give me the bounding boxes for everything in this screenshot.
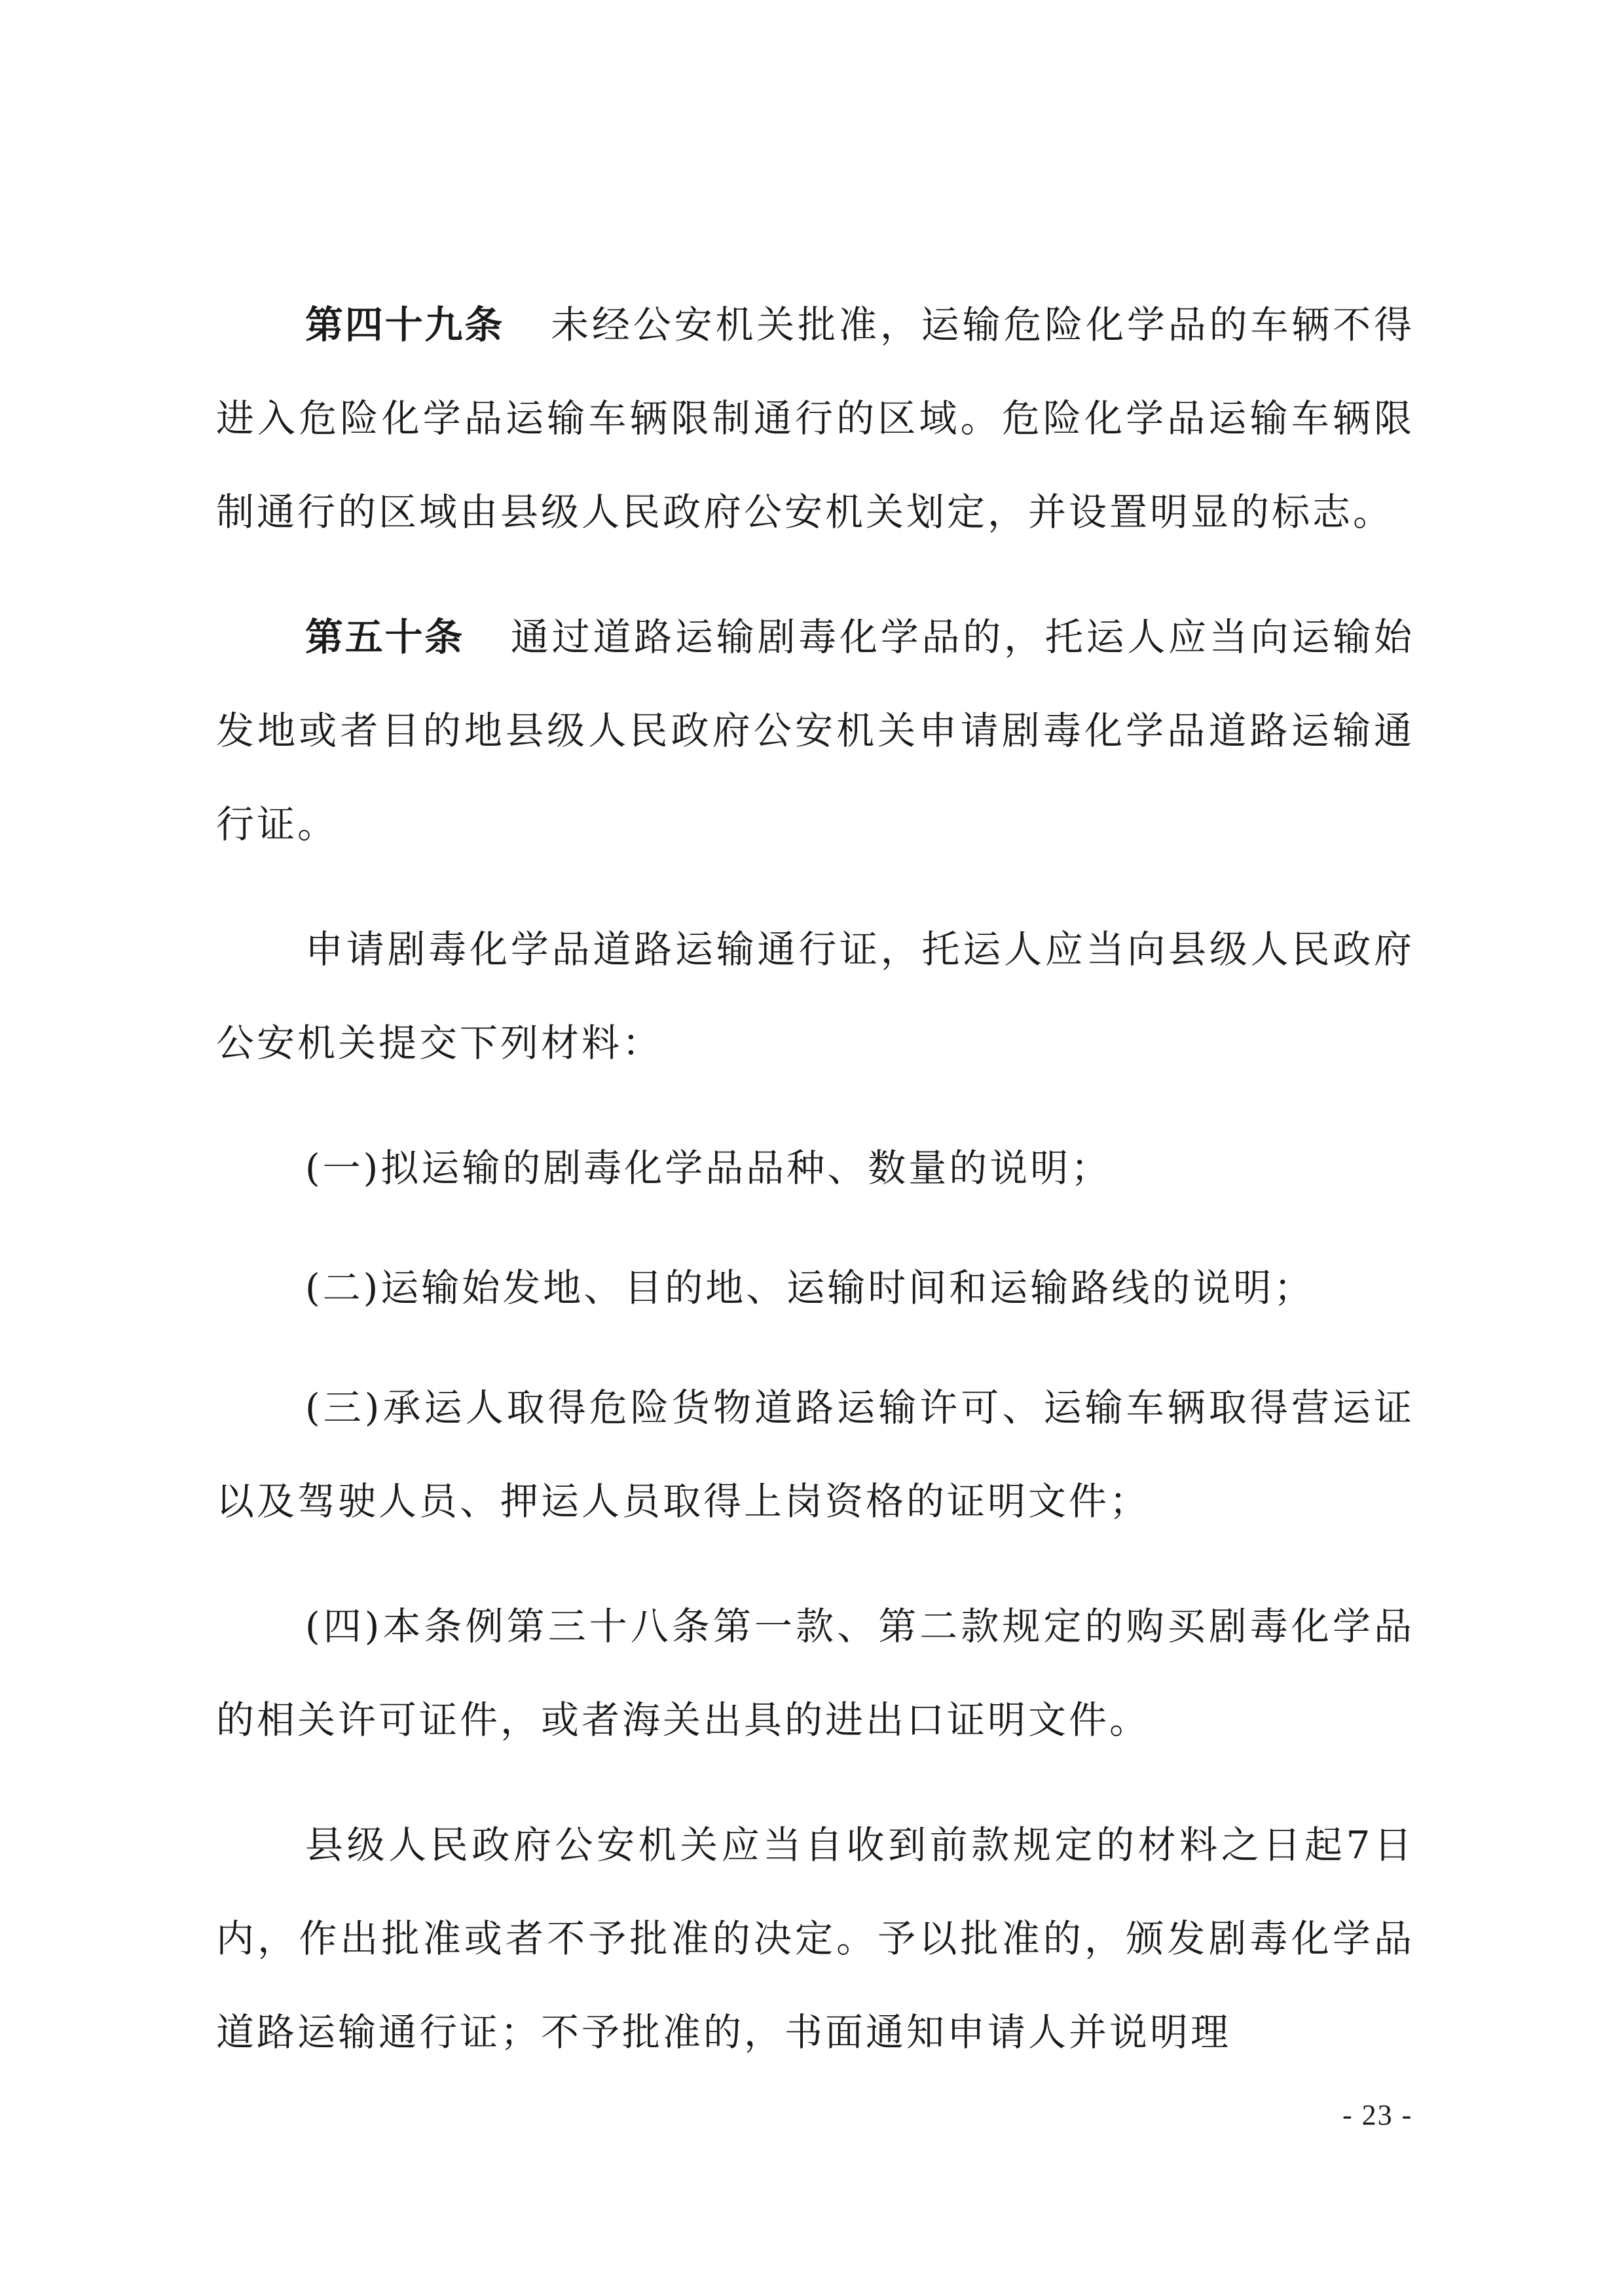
article-50-application-paragraph: 申请剧毒化学品道路运输通行证，托运人应当向县级人民政府公安机关提交下列材料： xyxy=(216,927,1414,1065)
list-item-4: (四)本条例第三十八条第一款、第二款规定的购买剧毒化学品的相关许可证件，或者海关出具的进出口证明文件。 xyxy=(216,1604,1414,1742)
article-50-label: 第五十条 xyxy=(305,615,465,659)
article-50-paragraph xyxy=(216,591,1414,871)
list-item-2: (二)运输始发地、目的地、运输时间和运输路线的说明； xyxy=(305,1266,1315,1310)
article-50-text: 通过道路运输剧毒化学品的，托运人应当向运输始发地或者目的地县级人民政府公安机关申请剧毒化学品道路运输通行证。 xyxy=(216,615,1414,847)
page-number: - 23 - xyxy=(1342,2099,1413,2131)
document-body xyxy=(216,278,1414,2111)
article-49-label: 第四十九条 xyxy=(305,302,505,347)
list-item-1: (一)拟运输的剧毒化学品品种、数量的说明； xyxy=(305,1146,1112,1190)
article-49-paragraph xyxy=(216,278,1414,559)
article-49-text: 未经公安机关批准，运输危险化学品的车辆不得进入危险化学品运输车辆限制通行的区域。危险化学品运输车辆限制通行的区域由县级人民政府公安机关划定，并设置明显的标志。 xyxy=(216,302,1414,534)
article-50-decision-paragraph: 县级人民政府公安机关应当自收到前款规定的材料之日起7日内，作出批准或者不予批准的决定。予以批准的，颁发剧毒化学品道路运输通行证；不予批准的，书面通知申请人并说明理 xyxy=(216,1823,1414,2054)
list-item-3: (三)承运人取得危险货物道路运输许可、运输车辆取得营运证以及驾驶人员、押运人员取得上岗资格的证明文件； xyxy=(216,1385,1414,1523)
